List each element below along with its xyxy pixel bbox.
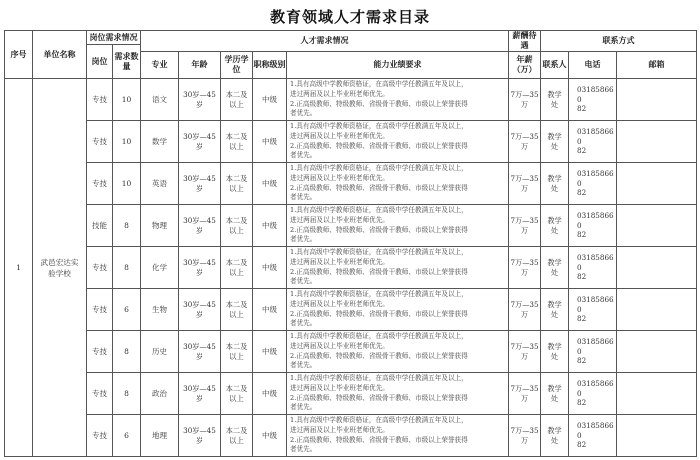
major-cell: 生物 <box>141 289 179 331</box>
major-cell: 数学 <box>141 121 179 163</box>
header-contact-group: 联系方式 <box>541 31 697 52</box>
contact-person-cell <box>541 247 569 289</box>
degree-cell <box>221 415 253 457</box>
count-cell: 10 <box>113 79 141 121</box>
ability-line: 2.正高级教师、特级教师、省级骨干教师、市级以上荣誉获得 <box>290 309 468 318</box>
contact-person-cell <box>541 289 569 331</box>
post-cell: 技能 <box>87 205 113 247</box>
age-cell <box>179 331 221 373</box>
ability-line: 进过两届及以上毕业班老师优先。 <box>290 215 389 224</box>
phone-line: 031858660 <box>577 295 614 314</box>
age-cell <box>179 163 221 205</box>
contact-line: 教学 <box>547 384 562 393</box>
contact-line: 处 <box>550 267 559 277</box>
page-title: 教育领域人才需求目录 <box>269 8 430 26</box>
salary-cell <box>509 289 541 331</box>
degree-line: 本二及 <box>225 90 248 99</box>
post-cell: 专技 <box>87 79 113 121</box>
age-line: 30岁—45 <box>183 426 216 435</box>
salary-line: 万 <box>520 183 529 193</box>
contact-person-cell <box>541 415 569 457</box>
age-line: 30岁—45 <box>183 342 216 351</box>
title-level-cell: 中级 <box>253 247 287 289</box>
ability-line: 1.具有高级中学教师资格证，在高级中学任教满五年及以上， <box>290 164 468 173</box>
contact-line: 教学 <box>547 342 562 351</box>
header-salary-group: 薪酬待遇 <box>509 31 541 52</box>
degree-cell <box>221 205 253 247</box>
header-contact-person: 联系人 <box>541 52 569 79</box>
age-cell <box>179 289 221 331</box>
contact-line: 处 <box>550 183 559 193</box>
salary-line: 7万—35 <box>510 90 539 99</box>
degree-line: 以上 <box>229 183 244 193</box>
ability-line: 进过两届及以上毕业班老师优先。 <box>290 383 389 392</box>
phone-line: 82 <box>577 188 587 198</box>
salary-line: 万 <box>520 351 529 361</box>
ability-line: 进过两届及以上毕业班老师优先。 <box>290 173 389 182</box>
ability-line: 2.正高级教师、特级教师、省级骨干教师、市级以上荣誉获得 <box>290 99 468 108</box>
count-cell: 8 <box>113 247 141 289</box>
ability-line: 1.具有高级中学教师资格证，在高级中学任教满五年及以上， <box>290 80 468 89</box>
ability-cell <box>287 205 509 247</box>
ability-line: 者优先。 <box>290 235 317 244</box>
header-talent-group: 人才需求情况 <box>141 31 509 52</box>
count-cell: 10 <box>113 163 141 205</box>
phone-cell <box>569 247 617 289</box>
ability-line: 者优先。 <box>290 319 317 328</box>
ability-cell <box>287 163 509 205</box>
salary-cell <box>509 79 541 121</box>
contact-line: 处 <box>550 393 559 403</box>
contact-person-cell <box>541 79 569 121</box>
ability-cell <box>287 247 509 289</box>
ability-line: 进过两届及以上毕业班老师优先。 <box>290 341 389 350</box>
phone-line: 031858660 <box>577 253 614 272</box>
phone-line: 031858660 <box>577 211 614 230</box>
ability-cell <box>287 373 509 415</box>
ability-line: 者优先。 <box>290 109 317 118</box>
degree-line: 本二及 <box>225 384 248 393</box>
header-unit: 单位名称 <box>33 31 87 79</box>
age-line: 岁 <box>195 183 204 193</box>
header-age: 年龄 <box>179 52 221 79</box>
degree-line: 本二及 <box>225 300 248 309</box>
ability-line: 2.正高级教师、特级教师、省级骨干教师、市级以上荣誉获得 <box>290 225 468 234</box>
title-level-cell: 中级 <box>253 163 287 205</box>
ability-line: 者优先。 <box>290 403 317 412</box>
ability-line: 1.具有高级中学教师资格证，在高级中学任教满五年及以上， <box>290 416 468 425</box>
contact-line: 教学 <box>547 90 562 99</box>
salary-line: 7万—35 <box>510 426 539 435</box>
ability-line: 进过两届及以上毕业班老师优先。 <box>290 299 389 308</box>
degree-line: 以上 <box>229 99 244 109</box>
major-cell: 历史 <box>141 331 179 373</box>
contact-line: 教学 <box>547 258 562 267</box>
age-cell <box>179 415 221 457</box>
contact-person-cell <box>541 205 569 247</box>
salary-cell <box>509 331 541 373</box>
ability-line: 2.正高级教师、特级教师、省级骨干教师、市级以上荣誉获得 <box>290 435 468 444</box>
phone-line: 031858660 <box>577 85 614 104</box>
contact-line: 处 <box>550 351 559 361</box>
phone-line: 031858660 <box>577 421 614 440</box>
age-line: 30岁—45 <box>183 90 216 99</box>
title-level-cell: 中级 <box>253 415 287 457</box>
header-title-level: 职称级别 <box>253 52 287 79</box>
phone-line: 82 <box>577 230 587 240</box>
email-cell <box>617 289 697 331</box>
degree-line: 以上 <box>229 225 244 235</box>
title-level-cell: 中级 <box>253 79 287 121</box>
degree-cell <box>221 247 253 289</box>
ability-line: 2.正高级教师、特级教师、省级骨干教师、市级以上荣誉获得 <box>290 267 468 276</box>
salary-line: 7万—35 <box>510 216 539 225</box>
ability-line: 者优先。 <box>290 193 317 202</box>
age-line: 岁 <box>195 351 204 361</box>
ability-cell <box>287 331 509 373</box>
title-level-cell: 中级 <box>253 373 287 415</box>
table-row <box>5 79 697 121</box>
table-row <box>5 373 697 415</box>
major-cell: 地理 <box>141 415 179 457</box>
count-cell: 8 <box>113 331 141 373</box>
phone-cell <box>569 121 617 163</box>
header-ability: 能力业绩要求 <box>287 52 509 79</box>
phone-line: 82 <box>577 398 587 408</box>
table-row <box>5 289 697 331</box>
salary-cell <box>509 415 541 457</box>
count-cell: 10 <box>113 121 141 163</box>
table-body <box>5 79 697 457</box>
age-line: 岁 <box>195 267 204 277</box>
header-count: 需求数量 <box>113 45 141 79</box>
phone-cell <box>569 415 617 457</box>
salary-line: 万 <box>520 267 529 277</box>
post-cell: 专技 <box>87 415 113 457</box>
ability-line: 者优先。 <box>290 361 317 370</box>
phone-cell <box>569 331 617 373</box>
ability-line: 者优先。 <box>290 445 317 454</box>
degree-line: 本二及 <box>225 342 248 351</box>
degree-cell <box>221 373 253 415</box>
seq-cell: 1 <box>5 79 33 457</box>
phone-line: 82 <box>577 272 587 282</box>
major-cell: 政治 <box>141 373 179 415</box>
header-phone: 电话 <box>569 52 617 79</box>
age-line: 岁 <box>195 435 204 445</box>
phone-cell <box>569 373 617 415</box>
ability-line: 2.正高级教师、特级教师、省级骨干教师、市级以上荣誉获得 <box>290 351 468 360</box>
contact-line: 处 <box>550 99 559 109</box>
ability-line: 1.具有高级中学教师资格证，在高级中学任教满五年及以上， <box>290 374 468 383</box>
major-cell: 语文 <box>141 79 179 121</box>
degree-line: 本二及 <box>225 426 248 435</box>
demand-table <box>4 30 697 457</box>
phone-line: 82 <box>577 356 587 366</box>
ability-line: 1.具有高级中学教师资格证，在高级中学任教满五年及以上， <box>290 206 468 215</box>
post-cell: 专技 <box>87 331 113 373</box>
email-cell <box>617 163 697 205</box>
phone-line: 82 <box>577 146 587 156</box>
contact-person-cell <box>541 121 569 163</box>
phone-line: 82 <box>577 104 587 114</box>
contact-person-cell <box>541 163 569 205</box>
degree-cell <box>221 79 253 121</box>
salary-line: 7万—35 <box>510 132 539 141</box>
age-cell <box>179 79 221 121</box>
age-cell <box>179 373 221 415</box>
salary-line: 7万—35 <box>510 258 539 267</box>
table-row <box>5 205 697 247</box>
ability-cell <box>287 289 509 331</box>
email-cell <box>617 331 697 373</box>
salary-cell <box>509 121 541 163</box>
salary-line: 7万—35 <box>510 384 539 393</box>
ability-line: 者优先。 <box>290 151 317 160</box>
age-line: 岁 <box>195 141 204 151</box>
degree-cell <box>221 121 253 163</box>
degree-line: 以上 <box>229 309 244 319</box>
post-cell: 专技 <box>87 121 113 163</box>
ability-line: 2.正高级教师、特级教师、省级骨干教师、市级以上荣誉获得 <box>290 393 468 402</box>
phone-cell <box>569 79 617 121</box>
header-post-group: 岗位需求情况 <box>87 31 141 45</box>
table-row <box>5 163 697 205</box>
contact-line: 处 <box>550 309 559 319</box>
contact-person-cell <box>541 331 569 373</box>
header-post: 岗位 <box>87 45 113 79</box>
age-line: 岁 <box>195 225 204 235</box>
degree-cell <box>221 331 253 373</box>
age-cell <box>179 121 221 163</box>
count-cell: 8 <box>113 205 141 247</box>
age-line: 30岁—45 <box>183 300 216 309</box>
count-cell: 6 <box>113 289 141 331</box>
header-email: 邮箱 <box>617 52 697 79</box>
contact-line: 教学 <box>547 216 562 225</box>
ability-line: 进过两届及以上毕业班老师优先。 <box>290 257 389 266</box>
email-cell <box>617 373 697 415</box>
age-line: 岁 <box>195 393 204 403</box>
header-degree: 学历学位 <box>221 52 253 79</box>
title-level-cell: 中级 <box>253 331 287 373</box>
salary-line: 万 <box>520 309 529 319</box>
age-line: 岁 <box>195 99 204 109</box>
salary-line: 7万—35 <box>510 300 539 309</box>
contact-person-cell <box>541 373 569 415</box>
age-line: 30岁—45 <box>183 216 216 225</box>
salary-line: 7万—35 <box>510 174 539 183</box>
post-cell: 专技 <box>87 247 113 289</box>
degree-line: 本二及 <box>225 258 248 267</box>
major-cell: 物理 <box>141 205 179 247</box>
title-level-cell: 中级 <box>253 289 287 331</box>
ability-cell <box>287 79 509 121</box>
header-seq: 序号 <box>5 31 33 79</box>
table-row <box>5 331 697 373</box>
ability-line: 1.具有高级中学教师资格证，在高级中学任教满五年及以上， <box>290 290 468 299</box>
contact-line: 处 <box>550 435 559 445</box>
title-level-cell: 中级 <box>253 121 287 163</box>
salary-line: 万 <box>520 435 529 445</box>
salary-cell <box>509 163 541 205</box>
ability-line: 进过两届及以上毕业班老师优先。 <box>290 89 389 98</box>
phone-line: 031858660 <box>577 169 614 188</box>
degree-line: 本二及 <box>225 174 248 183</box>
phone-cell <box>569 205 617 247</box>
degree-line: 以上 <box>229 351 244 361</box>
header-major: 专业 <box>141 52 179 79</box>
contact-line: 教学 <box>547 132 562 141</box>
email-cell <box>617 121 697 163</box>
table-row <box>5 247 697 289</box>
ability-line: 1.具有高级中学教师资格证，在高级中学任教满五年及以上， <box>290 248 468 257</box>
contact-line: 处 <box>550 225 559 235</box>
header-annual-salary: 年薪（万） <box>509 52 541 79</box>
degree-line: 以上 <box>229 141 244 151</box>
phone-line: 031858660 <box>577 337 614 356</box>
post-cell: 专技 <box>87 373 113 415</box>
contact-line: 教学 <box>547 174 562 183</box>
degree-line: 本二及 <box>225 132 248 141</box>
salary-line: 万 <box>520 393 529 403</box>
email-cell <box>617 205 697 247</box>
ability-line: 者优先。 <box>290 277 317 286</box>
contact-line: 处 <box>550 141 559 151</box>
degree-line: 本二及 <box>225 216 248 225</box>
ability-line: 进过两届及以上毕业班老师优先。 <box>290 131 389 140</box>
phone-cell <box>569 163 617 205</box>
salary-line: 7万—35 <box>510 342 539 351</box>
age-cell <box>179 247 221 289</box>
salary-cell <box>509 247 541 289</box>
degree-line: 以上 <box>229 435 244 445</box>
post-cell: 专技 <box>87 289 113 331</box>
post-cell: 专技 <box>87 163 113 205</box>
degree-cell <box>221 163 253 205</box>
ability-cell <box>287 415 509 457</box>
ability-line: 2.正高级教师、特级教师、省级骨干教师、市级以上荣誉获得 <box>290 183 468 192</box>
salary-cell <box>509 205 541 247</box>
degree-line: 以上 <box>229 393 244 403</box>
phone-line: 82 <box>577 314 587 324</box>
age-cell <box>179 205 221 247</box>
contact-line: 教学 <box>547 426 562 435</box>
contact-line: 教学 <box>547 300 562 309</box>
table-row <box>5 415 697 457</box>
email-cell <box>617 247 697 289</box>
ability-line: 1.具有高级中学教师资格证，在高级中学任教满五年及以上， <box>290 122 468 131</box>
email-cell <box>617 415 697 457</box>
count-cell: 6 <box>113 415 141 457</box>
salary-line: 万 <box>520 141 529 151</box>
salary-line: 万 <box>520 225 529 235</box>
unit-name-cell: 武邑宏达实验学校 <box>33 79 87 457</box>
ability-line: 进过两届及以上毕业班老师优先。 <box>290 425 389 434</box>
degree-line: 以上 <box>229 267 244 277</box>
age-line: 30岁—45 <box>183 384 216 393</box>
phone-cell <box>569 289 617 331</box>
phone-line: 82 <box>577 440 587 450</box>
age-line: 30岁—45 <box>183 132 216 141</box>
age-line: 30岁—45 <box>183 258 216 267</box>
salary-cell <box>509 373 541 415</box>
age-line: 30岁—45 <box>183 174 216 183</box>
count-cell: 8 <box>113 373 141 415</box>
degree-cell <box>221 289 253 331</box>
table-row <box>5 121 697 163</box>
salary-line: 万 <box>520 99 529 109</box>
ability-cell <box>287 121 509 163</box>
major-cell: 化学 <box>141 247 179 289</box>
ability-line: 1.具有高级中学教师资格证，在高级中学任教满五年及以上， <box>290 332 468 341</box>
phone-line: 031858660 <box>577 127 614 146</box>
ability-line: 2.正高级教师、特级教师、省级骨干教师、市级以上荣誉获得 <box>290 141 468 150</box>
phone-line: 031858660 <box>577 379 614 398</box>
email-cell <box>617 79 697 121</box>
age-line: 岁 <box>195 309 204 319</box>
major-cell: 英语 <box>141 163 179 205</box>
title-level-cell: 中级 <box>253 205 287 247</box>
